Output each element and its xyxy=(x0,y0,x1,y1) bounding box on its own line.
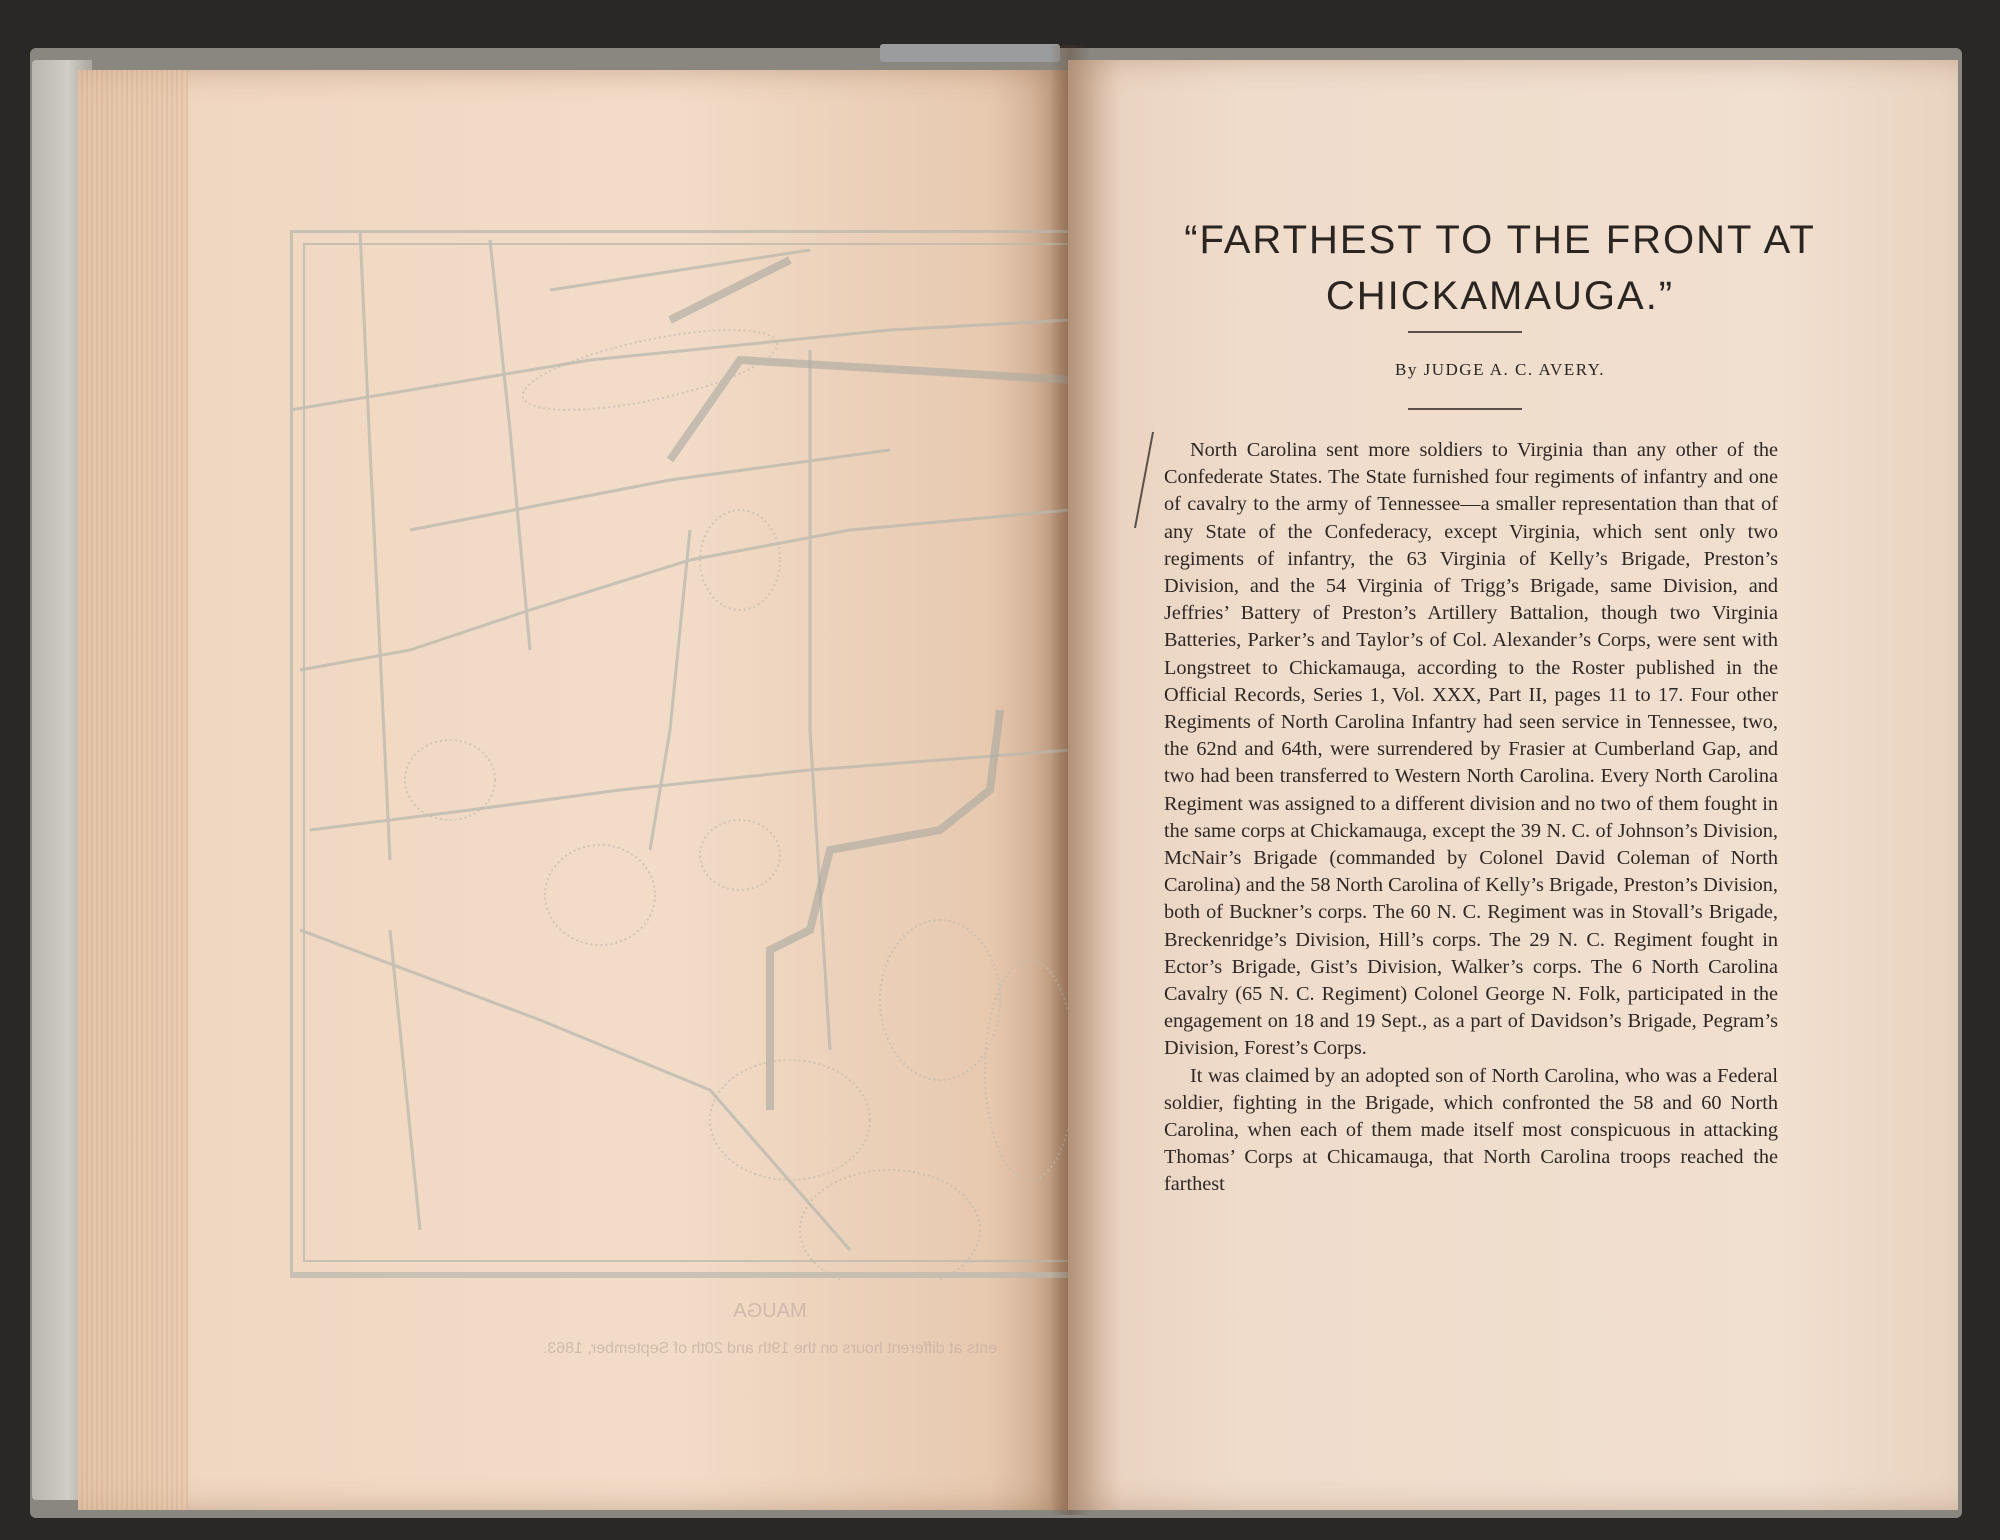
bleed-through-map xyxy=(290,230,1070,1280)
ghost-caption: MAUGA xyxy=(733,1300,807,1322)
binding-tape xyxy=(880,44,1060,62)
article-body xyxy=(1164,437,1778,1199)
byline: By JUDGE A. C. AVERY. xyxy=(1395,360,1605,379)
paragraph: It was claimed by an adopted son of North Carolina, who was a Federal soldier, fighting in the Brigade, which confronted the 58 and 60 North Carolina, when each of them made itself most conspicuous in attacking Thomas’ Corps at Chicamauga, that North Carolina troops reached the farthest xyxy=(1164,1064,1778,1196)
article-title xyxy=(1150,212,1850,324)
byline-rule xyxy=(1408,408,1522,410)
title-rule xyxy=(1408,331,1522,333)
pencil-mark xyxy=(1133,430,1155,530)
map-illustration xyxy=(290,230,1070,1280)
title-line-1: “FARTHEST TO THE FRONT AT xyxy=(1184,218,1816,262)
title-line-2: CHICKAMAUGA.” xyxy=(1325,274,1675,318)
page-edges xyxy=(78,70,188,1510)
ghost-subcaption: ents at different hours on the 19th and 20th of September, 1863. xyxy=(542,1340,998,1357)
paragraph: North Carolina sent more soldiers to Virginia than any other of the Confederate States. The State furnished four regiments of infantry and one of cavalry to the army of Tennessee—a smaller representation than that of any State of the Confederacy, except Virginia, which sent only two regiments of infantry, the 63 Virginia of Kelly’s Brigade, Preston’s Division, and the 54 Virginia of Trigg’s Brigade, same Division, and Jeffries’ Battery of Preston’s Artillery Battalion, though two Virginia Batteries, Parker’s and Taylor’s of Col. Alexander’s Corps, were sent with Longstreet to Chickamauga, according to the Roster published in the Official Records, Series 1, Vol. XXX, Part II, pages 11 to 17. Four other Regiments of North Carolina Infantry had seen service in Tennessee, two, the 62nd and 64th, were surrendered by Frasier at Cumberland Gap, and two had been transferred to Western North Carolina. Every North Carolina Regiment was assigned to a different division and no two of them fought in the same corps at Chickamauga, except the 39 N. C. of Johnson’s Division, McNair’s Brigade (commanded by Colonel David Coleman of North Carolina) and the 58 North Carolina of Kelly’s Brigade, Preston’s Division, both of Buckner’s corps. The 60 N. C. Regiment was in Stovall’s Brigade, Breckenridge’s Division, Hill’s corps. The 29 N. C. Regiment fought in Ector’s Brigade, Gist’s Division, Walker’s corps. The 6 North Carolina Cavalry (65 N. C. Regiment) Colonel George N. Folk, participated in the engagement on 18 and 19 Sept., as a part of Davidson’s Brigade, Pegram’s Division, Forest’s Corps. xyxy=(1164,439,1778,1060)
